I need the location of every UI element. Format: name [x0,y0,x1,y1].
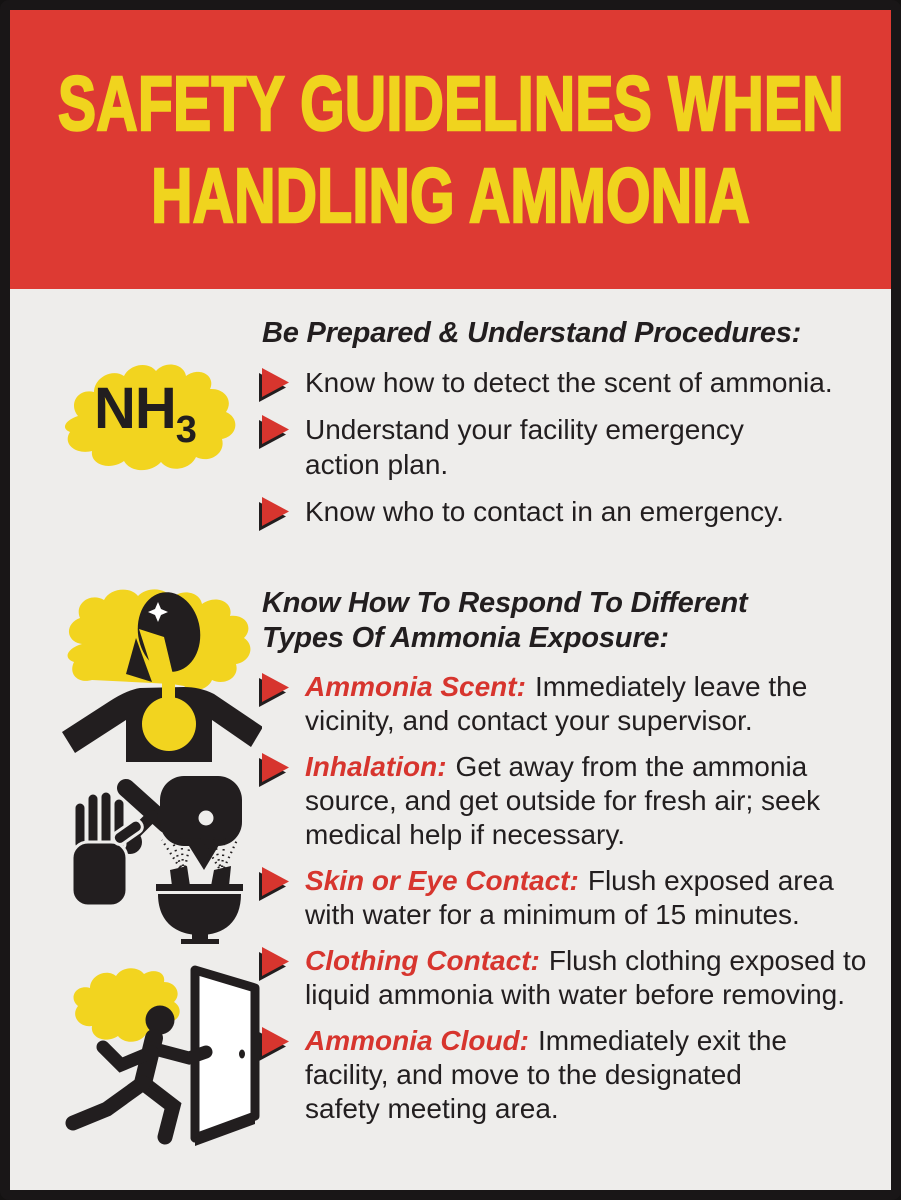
bullet-text: Understand your facility emergency [305,414,744,445]
poster-title-line1: SAFETY GUIDELINES WHEN [57,60,844,147]
arrow-bullet-icon [262,368,305,398]
bullet-text: Immediately exit the [538,1025,787,1056]
section-be-prepared [262,316,887,541]
arrow-bullet-icon [262,415,305,445]
bullet-text: Immediately leave the [534,671,808,702]
arrow-bullet-icon [262,497,305,527]
bullet-text: action plan. [305,449,449,480]
section-respond [262,586,887,1138]
nh3-subscript: 3 [175,409,196,451]
bullet-text: Know who to contact in an emergency. [305,496,784,527]
bullet-list [262,670,887,1126]
bullet-text: Flush clothing exposed to [548,945,867,976]
section-heading-line2: Types Of Ammonia Exposure: [262,622,669,654]
bullet-lead: Skin or Eye Contact: [305,865,579,896]
bullet-list [262,365,887,529]
arrow-bullet-icon [262,947,305,977]
poster-header [10,10,891,289]
arrow-bullet-icon [262,867,305,897]
bullet-text: safety meeting area. [305,1093,559,1124]
bullet-text: facility, and move to the designated [305,1059,742,1090]
poster-body [10,289,891,1190]
bullet-text: Know how to detect the scent of ammonia. [305,367,833,398]
bullet-lead: Inhalation: [305,751,447,782]
inhalation-exposure-icon [52,584,262,762]
section-heading-line1: Know How To Respond To Different [262,587,748,619]
list-item [262,365,887,400]
bullet-text: liquid ammonia with water before removing. [305,979,846,1010]
emergency-exit-icon [58,958,268,1148]
list-item [262,1024,887,1126]
nh3-formula-label: $NH_3$ [94,376,196,451]
bullet-lead: Ammonia Cloud: [305,1025,529,1056]
list-item [262,670,887,738]
arrow-bullet-icon [262,1027,305,1057]
arrow-bullet-icon [262,673,305,703]
section-heading: Be Prepared & Understand Procedures: [262,317,802,349]
list-item [262,750,887,852]
bullet-lead: Ammonia Scent: [305,671,526,702]
bullet-text: source, and get outside for fresh air; seek [305,785,821,816]
bullet-text: medical help if necessary. [305,819,626,850]
nh3-cloud-icon [50,356,245,481]
list-item [262,494,887,529]
arrow-bullet-icon [262,753,305,783]
list-item [262,864,887,932]
list-item [262,412,887,482]
bullet-text: vicinity, and contact your supervisor. [305,705,753,736]
eye-and-skin-wash-icon [68,772,243,944]
bullet-text: Flush exposed area [587,865,834,896]
list-item [262,944,887,1012]
bullet-lead: Clothing Contact: [305,945,540,976]
bullet-text: Get away from the ammonia [455,751,808,782]
bullet-text: with water for a minimum of 15 minutes. [305,899,800,930]
poster-title-line2: HANDLING AMMONIA [151,152,750,239]
